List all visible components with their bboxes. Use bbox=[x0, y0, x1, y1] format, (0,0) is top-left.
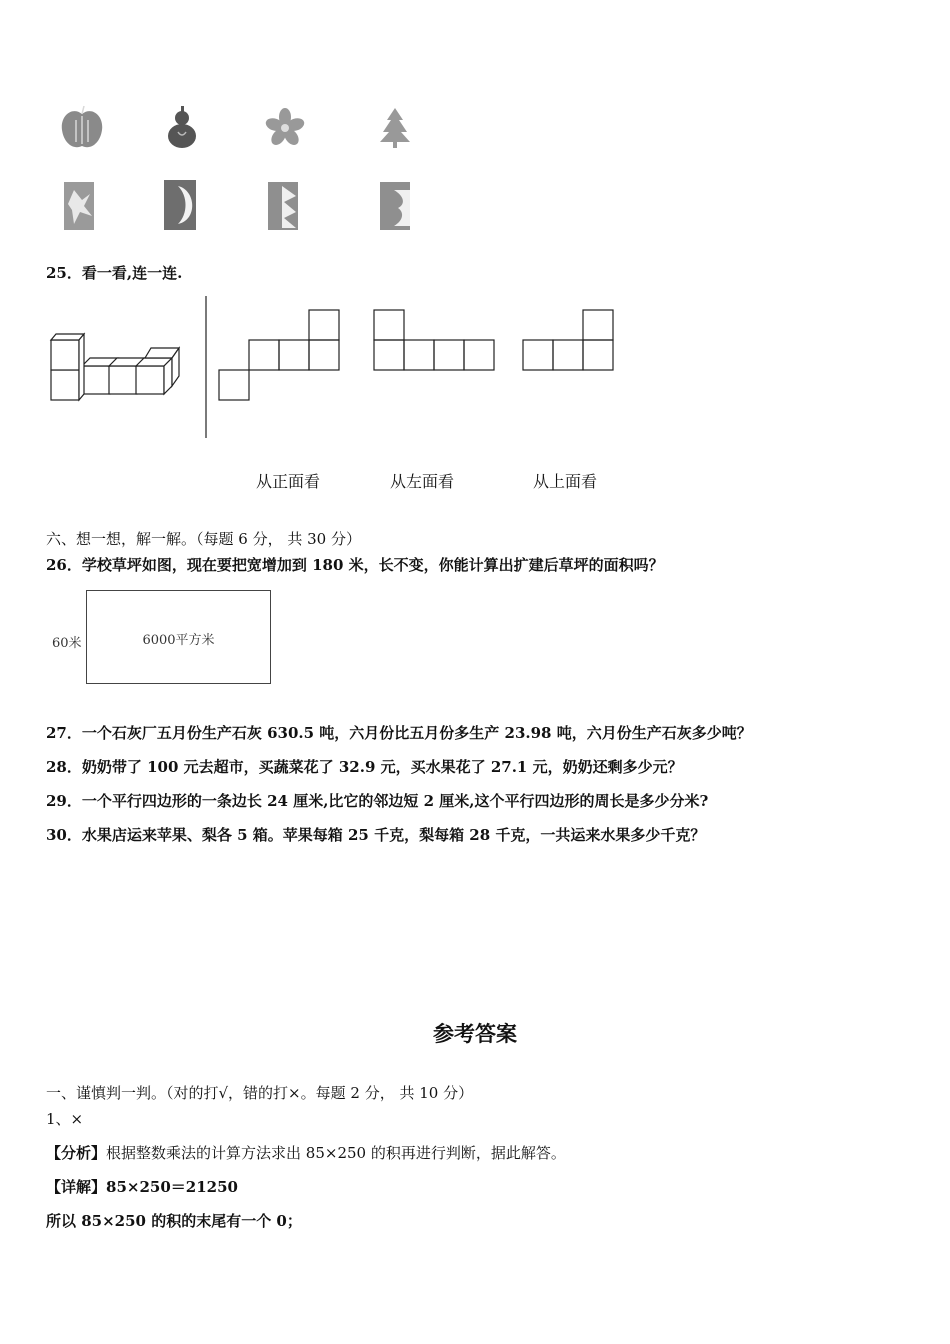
flower-icon bbox=[264, 108, 306, 148]
cube-arrangement bbox=[51, 334, 179, 400]
detail-tag: 【详解】 bbox=[46, 1178, 107, 1196]
lawn-rectangle bbox=[86, 590, 271, 684]
paper-cut-moon-icon bbox=[164, 180, 196, 230]
q27-text: 27．一个石灰厂五月份生产石灰 630.5 吨，六月份比五月份多生产 23.98 吨，六月份生产石灰多少吨？ bbox=[46, 724, 752, 742]
analysis-text: 根据整数乘法的计算方法求出 85×250 的积再进行判断，据此解答。 bbox=[106, 1144, 566, 1162]
paper-cut-zigzag-icon bbox=[268, 182, 298, 230]
q28-text: 28．奶奶带了 100 元去超市，买蔬菜花了 32.9 元，买水果花了 27.1 元，奶奶还剩多少元？ bbox=[46, 758, 683, 776]
analysis-line bbox=[46, 1142, 566, 1163]
view-label-left: 从左面看 bbox=[390, 472, 455, 491]
section6-heading: 六、想一想，解一解。（每题 6 分， 共 30 分） bbox=[46, 530, 361, 548]
view-grid-a bbox=[219, 310, 339, 400]
answers-title: 参考答案 bbox=[433, 1022, 517, 1046]
paper-cut-crescent-icon bbox=[380, 182, 410, 230]
view-grid-b bbox=[374, 310, 494, 370]
answer-1: 1、× bbox=[46, 1110, 84, 1128]
tree-icon bbox=[380, 108, 410, 148]
view-grid-c bbox=[523, 310, 613, 370]
picture-row-1 bbox=[0, 0, 950, 250]
conclusion-line: 所以 85×250 的积的末尾有一个 0； bbox=[46, 1212, 302, 1230]
detail-line bbox=[46, 1176, 238, 1197]
answers-section1-heading: 一、谨慎判一判。（对的打√，错的打×。每题 2 分， 共 10 分） bbox=[46, 1084, 474, 1102]
q26-text: 26．学校草坪如图，现在要把宽增加到 180 米，长不变，你能计算出扩建后草坪的面积吗？ bbox=[46, 556, 664, 574]
apple-icon bbox=[62, 106, 102, 147]
gourd-icon bbox=[168, 106, 196, 148]
lawn-area-label: 6000平方米 bbox=[142, 633, 215, 648]
view-label-front: 从正面看 bbox=[256, 472, 321, 491]
analysis-tag: 【分析】 bbox=[46, 1144, 107, 1162]
paper-cut-leaf-icon bbox=[64, 182, 94, 230]
q25-figure bbox=[0, 290, 650, 450]
detail-text: 85×250＝21250 bbox=[106, 1178, 238, 1196]
q25-text: 25．看一看,连一连. bbox=[46, 264, 183, 282]
q29-text: 29．一个平行四边形的一条边长 24 厘米,比它的邻边短 2 厘米,这个平行四边形的周长是多少分米? bbox=[46, 792, 709, 810]
view-label-top: 从上面看 bbox=[533, 472, 598, 491]
lawn-side-label: 60米 bbox=[52, 636, 82, 651]
q30-text: 30．水果店运来苹果、梨各 5 箱。苹果每箱 25 千克，梨每箱 28 千克，一共运来水果多少千克？ bbox=[46, 826, 706, 844]
